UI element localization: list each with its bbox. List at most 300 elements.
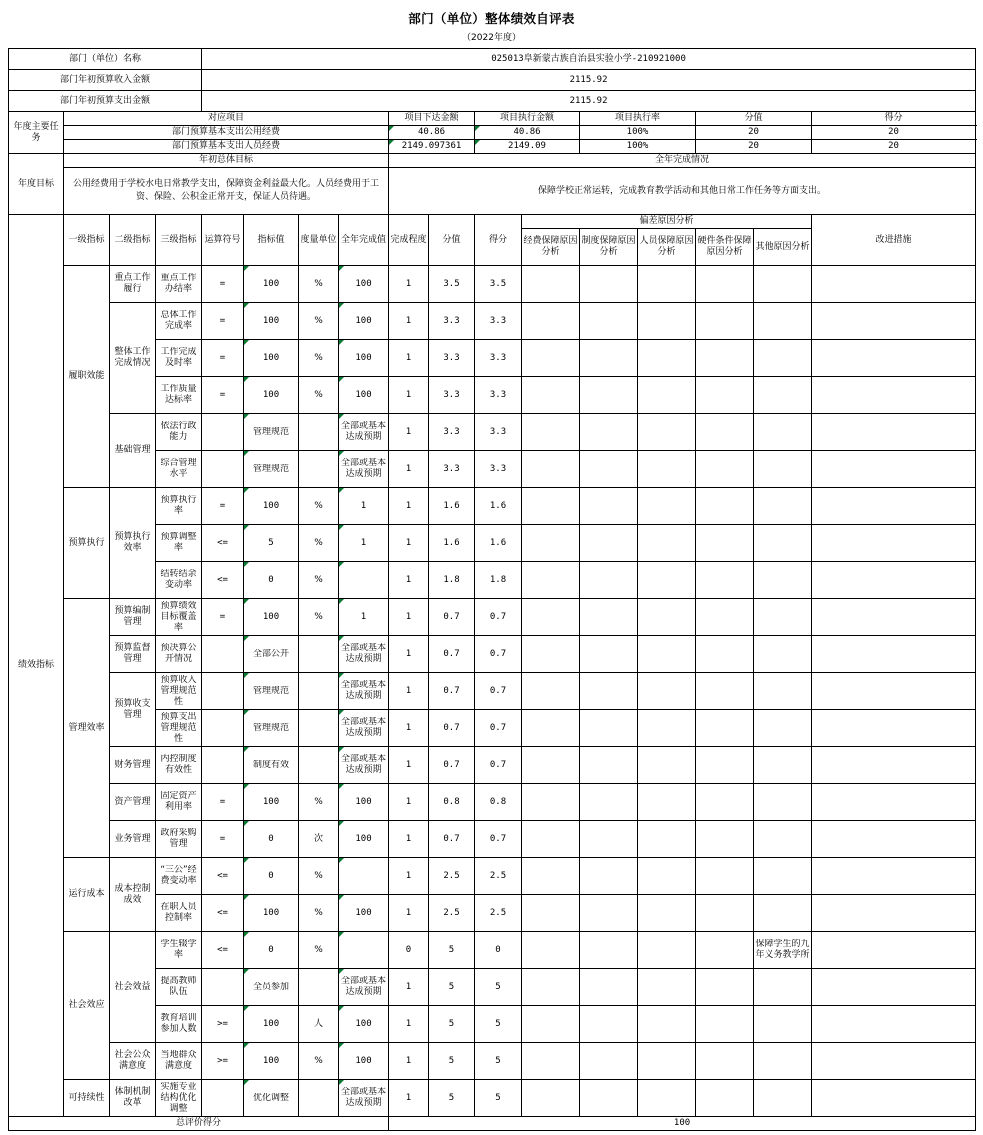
- perf-deviation-4: [696, 1043, 754, 1080]
- perf-row: [9, 784, 976, 821]
- perf-operator: [202, 451, 244, 488]
- perf-row: [9, 821, 976, 858]
- perf-weight: 3.5: [429, 266, 475, 303]
- perf-target-value: 全员参加: [244, 969, 299, 1006]
- perf-measure: [812, 414, 976, 451]
- perf-deviation-1: [522, 414, 580, 451]
- perf-actual-value: 1: [339, 525, 389, 562]
- perf-score: 1.6: [475, 488, 522, 525]
- perf-deviation-3: [638, 858, 696, 895]
- perf-unit: %: [299, 266, 339, 303]
- perf-weight: 5: [429, 1006, 475, 1043]
- perf-deviation-5: [754, 895, 812, 932]
- perf-row: [9, 488, 976, 525]
- main-task-header-row: [9, 112, 976, 126]
- main-task-rate: 100%: [580, 140, 696, 154]
- perf-deviation-4: [696, 266, 754, 303]
- perf-deviation-2: [580, 414, 638, 451]
- perf-deviation-2: [580, 1080, 638, 1117]
- perf-deviation-2: [580, 266, 638, 303]
- perf-col-dev-personnel: 人员保障原因分析: [638, 229, 696, 266]
- perf-operator: >=: [202, 1043, 244, 1080]
- perf-deviation-4: [696, 451, 754, 488]
- perf-deviation-3: [638, 673, 696, 710]
- perf-l3-indicator: 预算收入管理规范性: [156, 673, 202, 710]
- perf-l3-indicator: 预算绩效目标覆盖率: [156, 599, 202, 636]
- perf-degree: 1: [389, 784, 429, 821]
- perf-deviation-3: [638, 636, 696, 673]
- perf-deviation-4: [696, 377, 754, 414]
- perf-target-value: 100: [244, 266, 299, 303]
- perf-l3-indicator: 实施专业结构优化调整: [156, 1080, 202, 1117]
- perf-target-value: 管理规范: [244, 710, 299, 747]
- perf-deviation-4: [696, 821, 754, 858]
- main-task-allocated: 40.86: [389, 126, 475, 140]
- perf-deviation-4: [696, 969, 754, 1006]
- perf-col-dev-other: 其他原因分析: [754, 229, 812, 266]
- perf-deviation-4: [696, 636, 754, 673]
- perf-score: 2.5: [475, 895, 522, 932]
- main-task-col-allocated: 项目下达金额: [389, 112, 475, 126]
- perf-deviation-5: [754, 340, 812, 377]
- perf-operator: <=: [202, 525, 244, 562]
- perf-operator: >=: [202, 1006, 244, 1043]
- perf-row: [9, 1080, 976, 1117]
- perf-deviation-1: [522, 488, 580, 525]
- perf-measure: [812, 488, 976, 525]
- perf-weight: 3.3: [429, 340, 475, 377]
- perf-l3-indicator: 政府采购管理: [156, 821, 202, 858]
- perf-operator: [202, 747, 244, 784]
- perf-col-actual: 全年完成值: [339, 215, 389, 266]
- perf-actual-value: 100: [339, 303, 389, 340]
- perf-unit: [299, 636, 339, 673]
- budget-income-label: 部门年初预算收入金额: [9, 70, 202, 91]
- perf-l3-indicator: 预决算公开情况: [156, 636, 202, 673]
- perf-deviation-5: [754, 414, 812, 451]
- perf-deviation-4: [696, 525, 754, 562]
- perf-score: 1.6: [475, 525, 522, 562]
- perf-l2-indicator: 社会公众满意度: [110, 1043, 156, 1080]
- info-row-budget-expense: [9, 91, 976, 112]
- perf-deviation-3: [638, 599, 696, 636]
- perf-deviation-2: [580, 1006, 638, 1043]
- perf-degree: 1: [389, 377, 429, 414]
- perf-measure: [812, 1080, 976, 1117]
- perf-degree: 1: [389, 266, 429, 303]
- perf-deviation-4: [696, 1006, 754, 1043]
- perf-deviation-1: [522, 340, 580, 377]
- perf-l3-indicator: 预算执行率: [156, 488, 202, 525]
- perf-degree: 1: [389, 488, 429, 525]
- perf-deviation-1: [522, 1006, 580, 1043]
- perf-deviation-3: [638, 266, 696, 303]
- perf-actual-value: 全部或基本达成预期: [339, 414, 389, 451]
- perf-row: [9, 414, 976, 451]
- perf-col-dev-funding: 经费保障原因分析: [522, 229, 580, 266]
- perf-target-value: 100: [244, 340, 299, 377]
- perf-unit: [299, 969, 339, 1006]
- perf-deviation-3: [638, 562, 696, 599]
- perf-col-degree: 完成程度: [389, 215, 429, 266]
- perf-l2-indicator: 整体工作完成情况: [110, 303, 156, 414]
- perf-weight: 0.7: [429, 821, 475, 858]
- perf-row: [9, 303, 976, 340]
- main-task-side-label: 年度主要任务: [9, 112, 64, 154]
- perf-deviation-1: [522, 303, 580, 340]
- perf-row: [9, 747, 976, 784]
- perf-deviation-5: [754, 266, 812, 303]
- main-task-executed: 40.86: [475, 126, 580, 140]
- perf-l3-indicator: 提高教师队伍: [156, 969, 202, 1006]
- perf-actual-value: 全部或基本达成预期: [339, 969, 389, 1006]
- main-task-row: [9, 126, 976, 140]
- perf-actual-value: 全部或基本达成预期: [339, 636, 389, 673]
- perf-col-score: 得分: [475, 215, 522, 266]
- total-score-value: 100: [389, 1117, 976, 1131]
- perf-deviation-3: [638, 710, 696, 747]
- perf-deviation-1: [522, 636, 580, 673]
- perf-deviation-1: [522, 562, 580, 599]
- perf-actual-value: [339, 562, 389, 599]
- perf-degree: 1: [389, 821, 429, 858]
- perf-deviation-1: [522, 821, 580, 858]
- perf-weight: 3.3: [429, 377, 475, 414]
- perf-degree: 1: [389, 1043, 429, 1080]
- perf-l1-indicator: 社会效应: [64, 932, 110, 1080]
- perf-l1-indicator: 可持续性: [64, 1080, 110, 1117]
- perf-row: [9, 932, 976, 969]
- perf-l1-indicator: 履职效能: [64, 266, 110, 488]
- perf-deviation-5: [754, 377, 812, 414]
- perf-measure: [812, 932, 976, 969]
- annual-goal-header-right: 全年完成情况: [389, 154, 976, 168]
- perf-degree: 1: [389, 1006, 429, 1043]
- perf-degree: 1: [389, 710, 429, 747]
- perf-deviation-2: [580, 895, 638, 932]
- perf-measure: [812, 784, 976, 821]
- perf-unit: %: [299, 932, 339, 969]
- perf-deviation-2: [580, 710, 638, 747]
- main-task-score: 20: [812, 140, 976, 154]
- perf-weight: 0.7: [429, 673, 475, 710]
- perf-measure: [812, 303, 976, 340]
- perf-weight: 5: [429, 932, 475, 969]
- perf-degree: 1: [389, 303, 429, 340]
- perf-deviation-1: [522, 599, 580, 636]
- perf-operator: <=: [202, 562, 244, 599]
- main-task-col-project: 对应项目: [64, 112, 389, 126]
- perf-deviation-5: [754, 562, 812, 599]
- perf-actual-value: 100: [339, 784, 389, 821]
- perf-deviation-3: [638, 747, 696, 784]
- perf-weight: 1.6: [429, 488, 475, 525]
- department-name-value: 025013阜新蒙古族自治县实验小学-210921000: [202, 49, 976, 70]
- perf-deviation-2: [580, 821, 638, 858]
- perf-unit: %: [299, 599, 339, 636]
- perf-target-value: 管理规范: [244, 451, 299, 488]
- main-task-col-weight: 分值: [696, 112, 812, 126]
- perf-actual-value: 全部或基本达成预期: [339, 747, 389, 784]
- perf-measure: [812, 451, 976, 488]
- perf-target-value: 5: [244, 525, 299, 562]
- perf-actual-value: 100: [339, 1006, 389, 1043]
- perf-unit: [299, 710, 339, 747]
- perf-actual-value: 100: [339, 377, 389, 414]
- perf-operator: [202, 636, 244, 673]
- annual-goal-header-row: [9, 154, 976, 168]
- perf-unit: [299, 1080, 339, 1117]
- perf-measure: [812, 821, 976, 858]
- department-name-label: 部门（单位）名称: [9, 49, 202, 70]
- perf-degree: 0: [389, 932, 429, 969]
- perf-deviation-3: [638, 1043, 696, 1080]
- perf-unit: %: [299, 340, 339, 377]
- perf-operator: =: [202, 488, 244, 525]
- perf-side-label: 绩效指标: [9, 215, 64, 1117]
- perf-score: 0.7: [475, 710, 522, 747]
- perf-weight: 3.3: [429, 303, 475, 340]
- perf-l2-indicator: 预算收支管理: [110, 673, 156, 747]
- perf-weight: 2.5: [429, 858, 475, 895]
- perf-unit: %: [299, 562, 339, 599]
- perf-deviation-1: [522, 451, 580, 488]
- main-task-col-executed: 项目执行金额: [475, 112, 580, 126]
- perf-score: 3.3: [475, 377, 522, 414]
- perf-degree: 1: [389, 599, 429, 636]
- main-task-weight: 20: [696, 140, 812, 154]
- perf-l2-indicator: 业务管理: [110, 821, 156, 858]
- annual-goal-text-left: 公用经费用于学校水电日常教学支出，保障资金利益最大化。人员经费用于工资、保险、公积金正常开支，保证人员待遇。: [64, 168, 389, 215]
- perf-measure: [812, 599, 976, 636]
- perf-target-value: 100: [244, 1006, 299, 1043]
- perf-l3-indicator: 重点工作办结率: [156, 266, 202, 303]
- perf-deviation-2: [580, 451, 638, 488]
- perf-deviation-2: [580, 525, 638, 562]
- perf-unit: [299, 673, 339, 710]
- main-task-weight: 20: [696, 126, 812, 140]
- perf-target-value: 100: [244, 599, 299, 636]
- total-score-row: [9, 1117, 976, 1131]
- perf-score: 0.7: [475, 636, 522, 673]
- perf-deviation-4: [696, 858, 754, 895]
- perf-degree: 1: [389, 673, 429, 710]
- perf-target-value: 100: [244, 488, 299, 525]
- perf-deviation-4: [696, 599, 754, 636]
- perf-target-value: 100: [244, 784, 299, 821]
- perf-actual-value: 1: [339, 599, 389, 636]
- perf-deviation-2: [580, 784, 638, 821]
- perf-deviation-2: [580, 488, 638, 525]
- perf-deviation-5: [754, 599, 812, 636]
- perf-col-l2: 二级指标: [110, 215, 156, 266]
- perf-deviation-4: [696, 340, 754, 377]
- perf-deviation-5: [754, 858, 812, 895]
- perf-score: 5: [475, 1006, 522, 1043]
- perf-unit: %: [299, 303, 339, 340]
- perf-l3-indicator: 总体工作完成率: [156, 303, 202, 340]
- perf-col-operator: 运算符号: [202, 215, 244, 266]
- perf-unit: %: [299, 377, 339, 414]
- perf-weight: 5: [429, 969, 475, 1006]
- perf-deviation-5: [754, 969, 812, 1006]
- perf-actual-value: 100: [339, 821, 389, 858]
- perf-col-dev-system: 制度保障原因分析: [580, 229, 638, 266]
- main-task-executed: 2149.09: [475, 140, 580, 154]
- perf-operator: <=: [202, 858, 244, 895]
- perf-deviation-4: [696, 932, 754, 969]
- perf-degree: 1: [389, 858, 429, 895]
- perf-deviation-3: [638, 451, 696, 488]
- perf-deviation-1: [522, 784, 580, 821]
- main-task-project: 部门预算基本支出人员经费: [64, 140, 389, 154]
- perf-target-value: 100: [244, 377, 299, 414]
- perf-deviation-5: [754, 451, 812, 488]
- perf-target-value: 100: [244, 895, 299, 932]
- perf-degree: 1: [389, 895, 429, 932]
- perf-target-value: 全部公开: [244, 636, 299, 673]
- perf-l2-indicator: 预算执行效率: [110, 488, 156, 599]
- perf-unit: [299, 414, 339, 451]
- perf-deviation-3: [638, 340, 696, 377]
- annual-goal-text-right: 保障学校正常运转，完成教育教学活动和其他日常工作任务等方面支出。: [389, 168, 976, 215]
- perf-deviation-5: [754, 710, 812, 747]
- perf-deviation-1: [522, 525, 580, 562]
- perf-actual-value: 100: [339, 266, 389, 303]
- perf-unit: %: [299, 895, 339, 932]
- perf-weight: 1.8: [429, 562, 475, 599]
- perf-l2-indicator: 预算监督管理: [110, 636, 156, 673]
- perf-l3-indicator: “三公”经费变动率: [156, 858, 202, 895]
- perf-score: 5: [475, 1043, 522, 1080]
- perf-score: 3.3: [475, 451, 522, 488]
- perf-target-value: 0: [244, 932, 299, 969]
- perf-deviation-5: [754, 784, 812, 821]
- perf-deviation-2: [580, 562, 638, 599]
- perf-weight: 2.5: [429, 895, 475, 932]
- perf-unit: %: [299, 784, 339, 821]
- perf-row: [9, 1043, 976, 1080]
- perf-l2-indicator: 预算编制管理: [110, 599, 156, 636]
- perf-deviation-2: [580, 599, 638, 636]
- perf-actual-value: 100: [339, 895, 389, 932]
- perf-target-value: 0: [244, 821, 299, 858]
- perf-deviation-1: [522, 377, 580, 414]
- perf-target-value: 100: [244, 1043, 299, 1080]
- perf-deviation-1: [522, 895, 580, 932]
- perf-col-target: 指标值: [244, 215, 299, 266]
- perf-actual-value: [339, 932, 389, 969]
- budget-expense-label: 部门年初预算支出金额: [9, 91, 202, 112]
- perf-degree: 1: [389, 636, 429, 673]
- perf-measure: [812, 562, 976, 599]
- perf-l2-indicator: 社会效益: [110, 932, 156, 1043]
- perf-deviation-2: [580, 673, 638, 710]
- perf-col-dev-hardware: 硬件条件保障原因分析: [696, 229, 754, 266]
- perf-measure: [812, 266, 976, 303]
- perf-operator: [202, 710, 244, 747]
- perf-target-value: 管理规范: [244, 414, 299, 451]
- page-title: 部门（单位）整体绩效自评表: [408, 11, 575, 26]
- main-task-rate: 100%: [580, 126, 696, 140]
- perf-deviation-3: [638, 821, 696, 858]
- perf-l2-indicator: 成本控制成效: [110, 858, 156, 932]
- perf-operator: [202, 969, 244, 1006]
- perf-deviation-5: [754, 1043, 812, 1080]
- perf-deviation-4: [696, 414, 754, 451]
- info-row-budget-income: [9, 70, 976, 91]
- perf-deviation-2: [580, 1043, 638, 1080]
- perf-col-deviation-group: 偏差原因分析: [522, 215, 812, 229]
- perf-deviation-1: [522, 1080, 580, 1117]
- perf-unit: [299, 747, 339, 784]
- perf-l3-indicator: 学生辍学率: [156, 932, 202, 969]
- perf-deviation-1: [522, 747, 580, 784]
- perf-l2-indicator: 资产管理: [110, 784, 156, 821]
- perf-deviation-1: [522, 858, 580, 895]
- perf-unit: [299, 451, 339, 488]
- perf-unit: %: [299, 488, 339, 525]
- perf-score: 1.8: [475, 562, 522, 599]
- perf-measure: [812, 673, 976, 710]
- perf-l3-indicator: 当地群众满意度: [156, 1043, 202, 1080]
- perf-deviation-2: [580, 340, 638, 377]
- perf-l2-indicator: 体制机制改革: [110, 1080, 156, 1117]
- perf-operator: =: [202, 340, 244, 377]
- perf-deviation-2: [580, 377, 638, 414]
- perf-weight: 0.7: [429, 710, 475, 747]
- perf-weight: 0.8: [429, 784, 475, 821]
- perf-row: [9, 599, 976, 636]
- perf-degree: 1: [389, 451, 429, 488]
- perf-unit: 人: [299, 1006, 339, 1043]
- perf-deviation-3: [638, 895, 696, 932]
- perf-deviation-3: [638, 1006, 696, 1043]
- perf-deviation-3: [638, 784, 696, 821]
- perf-deviation-3: [638, 969, 696, 1006]
- perf-deviation-5: [754, 747, 812, 784]
- main-task-project: 部门预算基本支出公用经费: [64, 126, 389, 140]
- perf-score: 5: [475, 1080, 522, 1117]
- perf-measure: [812, 858, 976, 895]
- perf-deviation-1: [522, 673, 580, 710]
- perf-col-unit: 度量单位: [299, 215, 339, 266]
- perf-deviation-2: [580, 303, 638, 340]
- perf-degree: 1: [389, 1080, 429, 1117]
- perf-score: 0.8: [475, 784, 522, 821]
- perf-operator: [202, 414, 244, 451]
- perf-operator: =: [202, 377, 244, 414]
- perf-l3-indicator: 工作完成及时率: [156, 340, 202, 377]
- perf-l3-indicator: 工作质量达标率: [156, 377, 202, 414]
- perf-deviation-1: [522, 932, 580, 969]
- perf-l1-indicator: 运行成本: [64, 858, 110, 932]
- perf-actual-value: [339, 858, 389, 895]
- perf-deviation-3: [638, 525, 696, 562]
- perf-l2-indicator: 重点工作履行: [110, 266, 156, 303]
- perf-deviation-5: [754, 488, 812, 525]
- perf-measure: [812, 525, 976, 562]
- perf-deviation-4: [696, 488, 754, 525]
- perf-col-l1: 一级指标: [64, 215, 110, 266]
- perf-actual-value: 全部或基本达成预期: [339, 451, 389, 488]
- perf-unit: %: [299, 858, 339, 895]
- perf-row: [9, 266, 976, 303]
- main-task-allocated: 2149.097361: [389, 140, 475, 154]
- perf-score: 0.7: [475, 599, 522, 636]
- perf-unit: %: [299, 1043, 339, 1080]
- perf-weight: 0.7: [429, 636, 475, 673]
